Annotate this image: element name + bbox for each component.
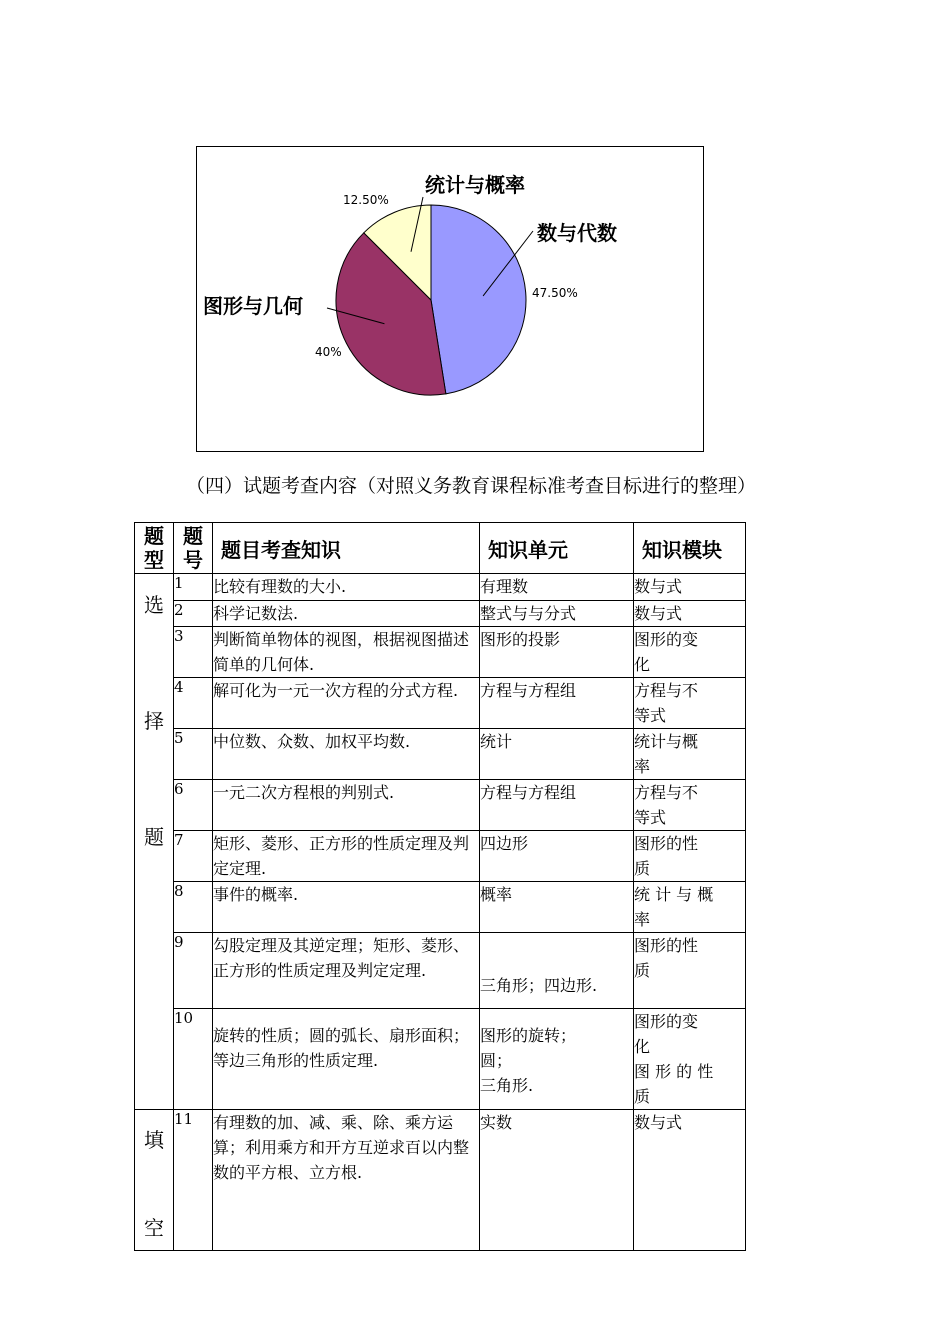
question-type-fill-blank: 填 空 [135,1110,174,1251]
table-row [135,678,746,729]
header-knowledge-module: 知识模块 [634,523,746,574]
question-knowledge: 比较有理数的大小. [213,574,480,601]
question-unit: 概率 [480,882,634,933]
header-knowledge: 题目考查知识 [213,523,480,574]
question-knowledge: 矩形、菱形、正方形的性质定理及判定定理. [213,831,480,882]
question-unit: 图形的投影 [480,627,634,678]
question-number: 3 [174,627,213,678]
question-number: 4 [174,678,213,729]
table-row [135,574,746,601]
question-module: 图形的变 化 图 形 的 性 质 [634,1009,746,1110]
question-unit: 四边形 [480,831,634,882]
question-module: 数与式 [634,574,746,601]
slice-label-geometry: 图形与几何 [203,294,303,318]
question-unit: 有理数 [480,574,634,601]
question-number: 9 [174,933,213,1009]
table-row [135,780,746,831]
question-unit: 统计 [480,729,634,780]
question-unit: 三角形；四边形. [480,933,634,1009]
table-row [135,729,746,780]
table-row [135,1110,746,1251]
question-number: 5 [174,729,213,780]
pie-chart-frame [196,146,704,452]
slice-value-statistics: 12.50% [343,193,389,207]
question-module: 数与式 [634,601,746,627]
table-row [135,1009,746,1110]
question-knowledge: 中位数、众数、加权平均数. [213,729,480,780]
question-knowledge: 有理数的加、减、乘、除、乘方运算；利用乘方和开方互逆求百以内整数的平方根、立方根. [213,1110,480,1251]
question-module: 数与式 [634,1110,746,1251]
question-module: 方程与不 等式 [634,678,746,729]
question-knowledge: 科学记数法. [213,601,480,627]
question-number: 2 [174,601,213,627]
question-number: 8 [174,882,213,933]
question-unit: 图形的旋转； 圆； 三角形. [480,1009,634,1110]
question-number: 10 [174,1009,213,1110]
question-module: 图形的性 质 [634,831,746,882]
table-row [135,601,746,627]
question-knowledge: 判断简单物体的视图，根据视图描述简单的几何体. [213,627,480,678]
question-number: 6 [174,780,213,831]
header-knowledge-unit: 知识单元 [480,523,634,574]
question-module: 统计与概 率 [634,729,746,780]
slice-label-statistics: 统计与概率 [425,173,525,197]
question-unit: 方程与方程组 [480,780,634,831]
question-module: 图形的性 质 [634,933,746,1009]
question-type-choice: 选 择 题 [135,574,174,1110]
question-unit: 整式与与分式 [480,601,634,627]
table-row [135,933,746,1009]
exam-content-table [134,522,746,1251]
pie-chart [197,147,705,453]
question-knowledge: 旋转的性质；圆的弧长、扇形面积；等边三角形的性质定理. [213,1009,480,1110]
question-number: 7 [174,831,213,882]
question-knowledge: 一元二次方程根的判别式. [213,780,480,831]
pie-slice-algebra [431,205,526,394]
question-knowledge: 解可化为一元一次方程的分式方程. [213,678,480,729]
section-heading: （四）试题考查内容（对照义务教育课程标准考查目标进行的整理） [186,475,757,497]
question-module: 统 计 与 概 率 [634,882,746,933]
slice-label-algebra: 数与代数 [537,221,617,245]
table-row [135,882,746,933]
table-row [135,831,746,882]
slice-value-algebra: 47.50% [532,286,578,300]
question-knowledge: 事件的概率. [213,882,480,933]
question-module: 方程与不 等式 [634,780,746,831]
question-number: 1 [174,574,213,601]
header-question-number: 题 号 [174,523,213,574]
question-unit: 实数 [480,1110,634,1251]
question-knowledge: 勾股定理及其逆定理；矩形、菱形、正方形的性质定理及判定定理. [213,933,480,1009]
question-module: 图形的变 化 [634,627,746,678]
question-unit: 方程与方程组 [480,678,634,729]
question-number: 11 [174,1110,213,1251]
header-question-type: 题 型 [135,523,174,574]
table-row [135,627,746,678]
table-header-row [135,523,746,574]
slice-value-geometry: 40% [315,345,342,359]
